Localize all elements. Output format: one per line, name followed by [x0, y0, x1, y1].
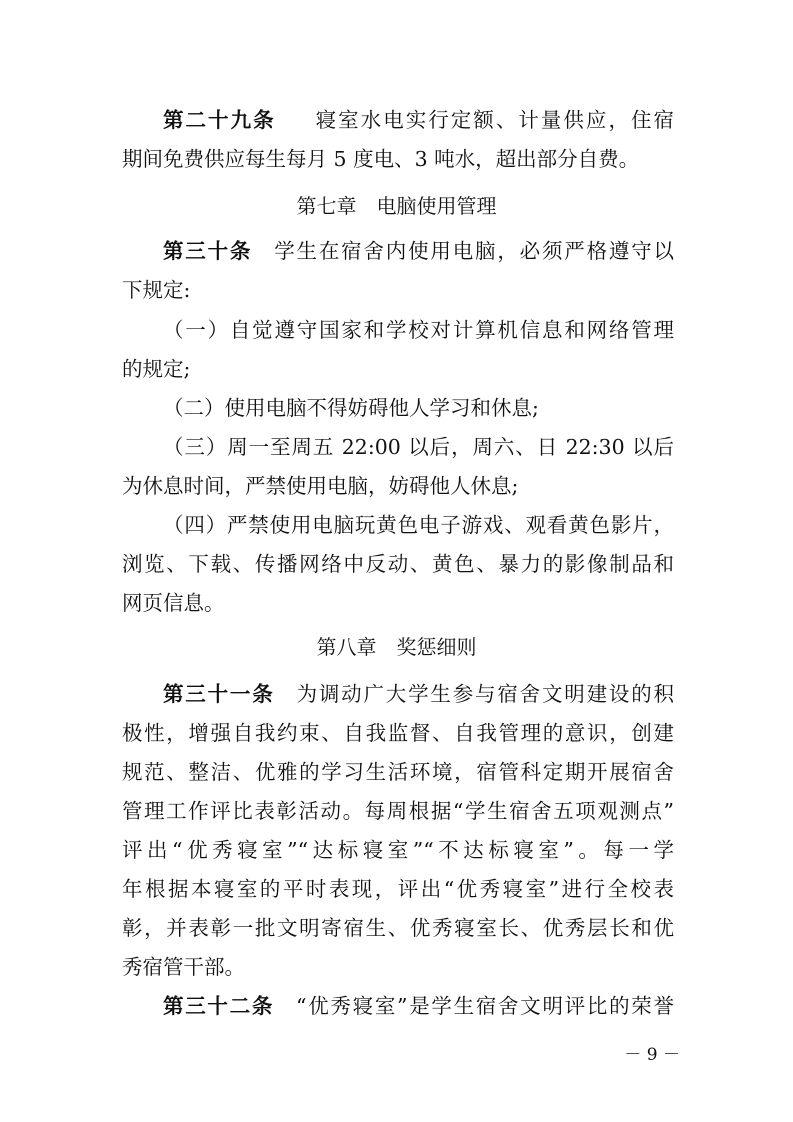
article-30-item-3-line-1: （三）周一至周五 22:00 以后，周六、日 22:30 以后	[163, 435, 674, 459]
chapter-8-heading: 第八章 奖惩细则	[316, 635, 477, 659]
article-31-line-3: 规范、整洁、优雅的学习生活环境，宿管科定期开展宿舍	[122, 760, 674, 784]
article-30-item-1-line-1: （一）自觉遵守国家和学校对计算机信息和网络管理	[163, 318, 674, 342]
article-31-label: 第三十一条	[163, 682, 275, 706]
article-30-item-2: （二）使用电脑不得妨碍他人学习和休息;	[163, 396, 539, 420]
article-29-line-1	[163, 104, 674, 136]
article-31-line-8: 秀宿管干部。	[122, 955, 245, 979]
article-30-item-4-line-1: （四）严禁使用电脑玩黄色电子游戏、观看黄色影片，	[163, 513, 674, 537]
article-29-label: 第二十九条	[163, 108, 276, 132]
article-31-line-4: 管理工作评比表彰活动。每周根据“学生宿舍五项观测点”	[122, 799, 674, 823]
article-30-item-4-line-3: 网页信息。	[122, 591, 225, 615]
article-31-line-5: 评出“优秀寝室”“达标寝室”“不达标寝室”。每一学	[122, 838, 674, 862]
article-32-label: 第三十二条	[163, 994, 275, 1018]
article-29-text-1: 寝室水电实行定额、计量供应，住宿	[315, 108, 674, 132]
article-30-item-1-line-2: 的规定;	[122, 357, 191, 381]
article-29-line-2: 期间免费供应每生每月 5 度电、3 吨水，超出部分自费。	[122, 147, 640, 171]
article-31-line-1	[163, 678, 674, 710]
article-30-line-1	[163, 235, 674, 267]
article-30-line-2: 下规定:	[122, 278, 191, 302]
article-32-line-1	[163, 990, 674, 1022]
article-31-line-6: 年根据本寝室的平时表现，评出“优秀寝室”进行全校表	[122, 877, 674, 901]
article-31-line-2: 极性，增强自我约束、自我监督、自我管理的意识，创建	[122, 721, 674, 745]
article-30-text-1: 学生在宿舍内使用电脑，必须严格遵守以	[274, 239, 675, 263]
article-32-text-1: “优秀寝室”是学生宿舍文明评比的荣誉	[296, 994, 674, 1018]
article-30-item-3-line-2: 为休息时间，严禁使用电脑，妨碍他人休息;	[122, 474, 519, 498]
article-31-line-7: 彰，并表彰一批文明寄宿生、优秀寝室长、优秀层长和优	[122, 916, 674, 940]
article-30-label: 第三十条	[163, 239, 253, 263]
article-31-text-1: 为调动广大学生参与宿舍文明建设的积	[296, 682, 675, 706]
article-30-item-4-line-2: 浏览、下载、传播网络中反动、黄色、暴力的影像制品和	[122, 552, 674, 576]
chapter-7-heading: 第七章 电脑使用管理	[296, 194, 497, 218]
page-number: － 9 －	[624, 1045, 680, 1065]
